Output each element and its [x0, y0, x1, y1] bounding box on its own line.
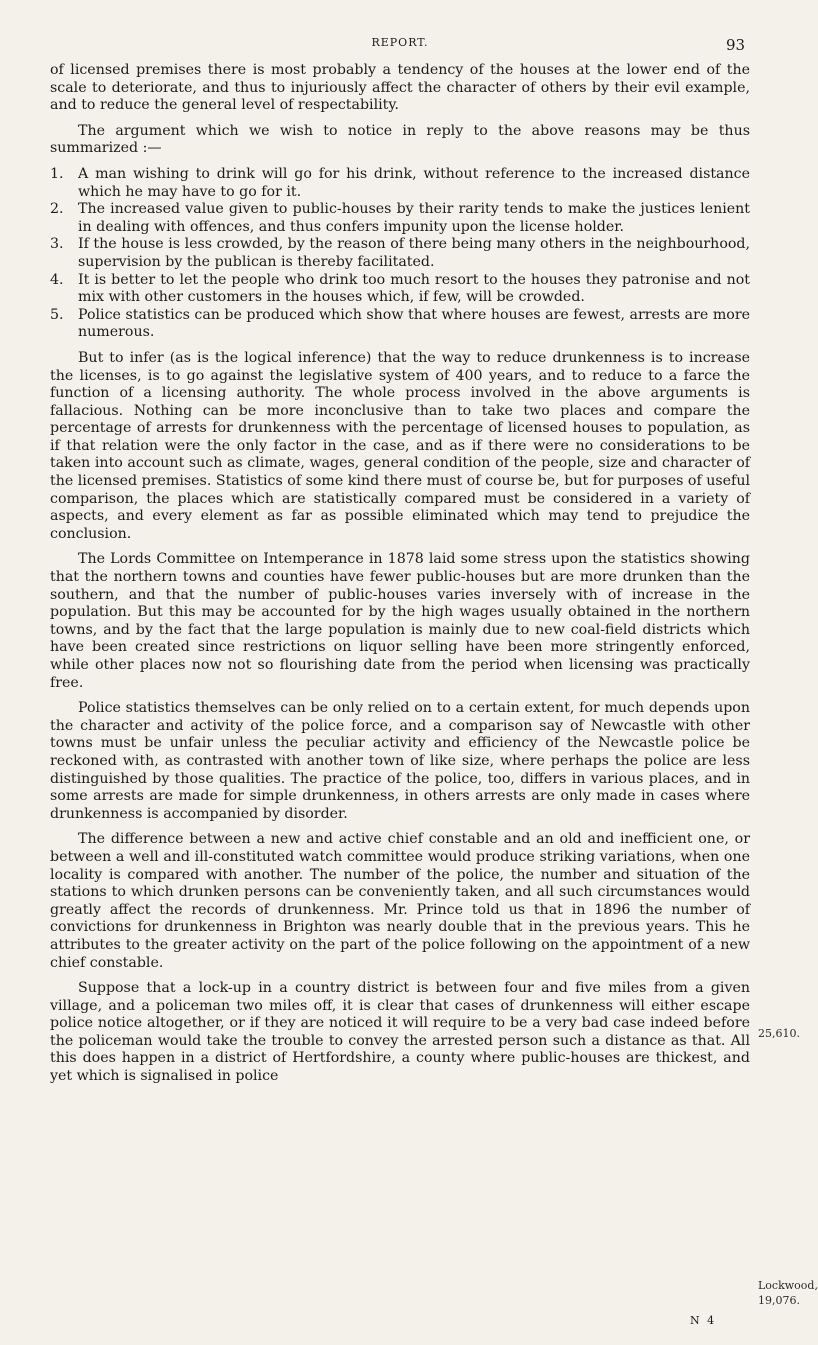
- list-item-number: 1.: [50, 165, 64, 182]
- paragraph-argument-intro: The argument which we wish to notice in reply to the above reasons may be thus summarized :—: [50, 122, 750, 157]
- list-item-number: 2.: [50, 201, 64, 218]
- list-item: [50, 201, 750, 236]
- body-text: [50, 62, 750, 1094]
- paragraph-continuation: of licensed premises there is most probably a tendency of the houses at the lower end of the scale to deteriorate, and thus to injuriously affect the character of others by their evil example, and to reduce the general level of respectability.: [50, 62, 750, 114]
- list-item-text: The increased value given to public-houses by their rarity tends to make the justices lenient in dealing with offences, and thus confers impunity upon the license holder.: [78, 201, 750, 235]
- list-item: [50, 307, 750, 342]
- list-item-text: It is better to let the people who drink too much resort to the houses they patronise and not mix with other customers in the houses which, if few, will be crowded.: [78, 271, 750, 306]
- margin-note-reference: 25,610.: [758, 1027, 800, 1040]
- list-item-number: 4.: [50, 271, 64, 288]
- list-item-text: If the house is less crowded, by the reason of there being many others in the neighbourhood, supervision by the publican is thereby facilitated.: [78, 236, 750, 270]
- list-item: [50, 166, 750, 201]
- paragraph-police-statistics: Police statistics themselves can be only relied on to a certain extent, for much depends upon the character and activity of the police force, and a comparison say of Newcastle with other towns must be unfair unless the peculiar activity and efficiency of the Newcastle police be reckoned with, as contrasted with another town of like size, where perhaps the police are less distinguished by those qualities. The practice of the police, too, differs in various places, and in some arrests are made for simple drunkenness, in others arrests are only made in cases where drunkenness is accompanied by disorder.: [50, 700, 750, 822]
- list-item: [50, 272, 750, 307]
- margin-note-witness-name: Lockwood,: [758, 1279, 818, 1292]
- signature-mark: N 4: [690, 1314, 717, 1327]
- running-title: REPORT.: [371, 36, 429, 49]
- list-item: [50, 236, 750, 271]
- paragraph-inference: But to infer (as is the logical inference) that the way to reduce drunkenness is to increase the licenses, is to go against the legislative system of 400 years, and to reduce to a farce the function of a licensing authority. The whole process involved in the above arguments is fallacious. Nothing can be more inconclusive than to take two places and compare the percentage of arrests for drunkenness with the percentage of licensed houses to population, as if that relation were the only factor in the case, and as if there were no considerations to be taken into account such as climate, wages, general condition of the people, size and character of the licensed premises. Statistics of some kind there must of course be, but for purposes of useful comparison, the places which are statistically compared must be considered in a variety of aspects, and every element as far as possible eliminated which may tend to prejudice the conclusion.: [50, 349, 750, 542]
- paragraph-lock-up: Suppose that a lock-up in a country district is between four and five miles from a given village, and a policeman two miles off, it is clear that cases of drunkenness will either escape police notice altogether, or if they are noticed it will require to be a very bad case indeed before the policeman would take the trouble to convey the arrested person such a distance as that. All this does happen in a district of Hertfordshire, a county where public-houses are thickest, and yet which is signalised in police: [50, 980, 750, 1085]
- list-item-number: 5.: [50, 306, 64, 323]
- list-item-number: 3.: [50, 236, 64, 253]
- list-item-text: A man wishing to drink will go for his drink, without reference to the increased distance which he may have to go for it.: [78, 165, 750, 200]
- arguments-list: [50, 166, 750, 342]
- paragraph-chief-constable: The difference between a new and active chief constable and an old and inefficient one, or between a well and ill-constituted watch committee would produce striking variations, when one locality is compared with another. The number of the police, the number and situation of the stations to which drunken persons can be conveniently taken, and all such circumstances would greatly affect the records of drunkenness. Mr. Prince told us that in 1896 the number of convictions for drunkenness in Brighton was nearly double that in the previous years. This he attributes to the greater activity on the part of the police following on the appointment of a new chief constable.: [50, 831, 750, 971]
- page-number: 93: [726, 36, 746, 54]
- list-item-text: Police statistics can be produced which show that where houses are fewest, arrests are more numerous.: [78, 306, 751, 341]
- margin-note-witness-ref: 19,076.: [758, 1294, 800, 1307]
- paragraph-lords-committee: The Lords Committee on Intemperance in 1878 laid some stress upon the statistics showing that the northern towns and counties have fewer public-houses but are more drunken than the southern, and that the number of public-houses varies inversely with of increase in the population. But this may be accounted for by the high wages usually obtained in the northern towns, and by the fact that the large population is mainly due to new coal-field districts which have been created since restrictions on liquor selling have been more stringently enforced, while other places now not so flourishing date from the period when licensing was practically free.: [50, 551, 750, 691]
